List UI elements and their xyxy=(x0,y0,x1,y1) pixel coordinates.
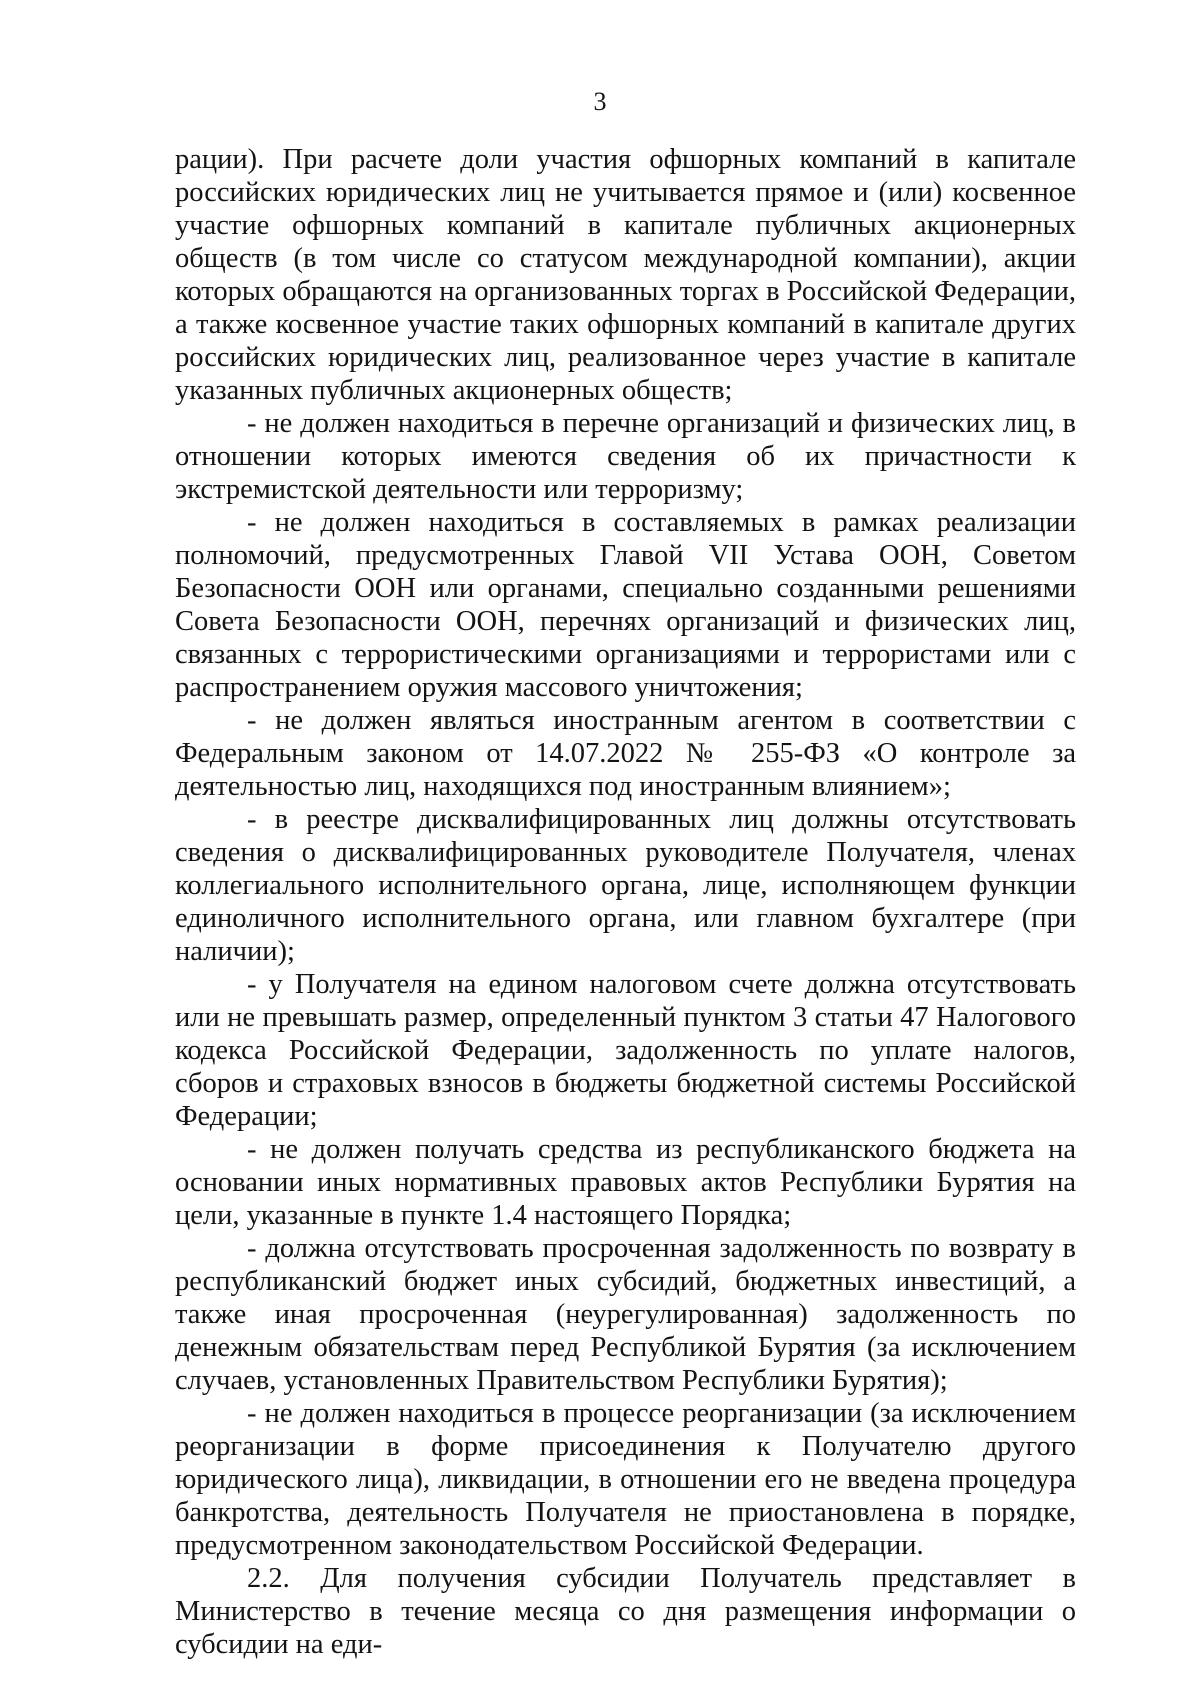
paragraph-foreign-agent: - не должен являться иностранным агентом в соответствии с Федеральным законом от 14.07.2022 № 255-ФЗ «О контроле за деятельностью лиц, находящихся под иностранным влиянием»; xyxy=(175,705,1076,802)
paragraph-reorganization-liquidation: - не должен находиться в процессе реорганизации (за исключением реорганизации в форме присоединения к Получателю другого юридического лица), ликвидации, в отношении его не введена процедура банкротства, деятельность Получателя не приостановлена в порядке, предусмотренном законодательством Российской Федерации. xyxy=(175,1398,1076,1561)
paragraph-extremism-list: - не должен находиться в перечне организаций и физических лиц, в отношении которых имеются сведения об их причастности к экстремистской деятельности или терроризму; xyxy=(175,408,1076,505)
document-body xyxy=(175,143,1076,1661)
paragraph-other-budget-funds: - не должен получать средства из республиканского бюджета на основании иных нормативных правовых актов Республики Бурятия на цели, указанные в пункте 1.4 настоящего Порядка; xyxy=(175,1134,1076,1231)
paragraph-tax-debt: - у Получателя на едином налоговом счете должна отсутствовать или не превышать размер, определенный пунктом 3 статьи 47 Налогового кодекса Российской Федерации, задолженность по уплате налогов, сборов и страховых взносов в бюджеты бюджетной системы Российской Федерации; xyxy=(175,969,1076,1132)
paragraph-section-2-2: 2.2. Для получения субсидии Получатель представляет в Министерство в течение месяца со дня размещения информации о субсидии на еди- xyxy=(175,1563,1076,1660)
paragraph-overdue-debt: - должна отсутствовать просроченная задолженность по возврату в республиканский бюджет иных субсидий, бюджетных инвестиций, а также иная просроченная (неурегулированная) задолженность по денежным обязательствам перед Республикой Бурятия (за исключением случаев, установленных Правительством Республики Бурятия); xyxy=(175,1233,1076,1396)
paragraph-offshore-participation: рации). При расчете доли участия офшорных компаний в капитале российских юридических лиц не учитывается прямое и (или) косвенное участие офшорных компаний в капитале публичных акционерных обществ (в том числе со статусом международной компании), акции которых обращаются на организованных торгах в Российской Федерации, а также косвенное участие таких офшорных компаний в капитале других российских юридических лиц, реализованное через участие в капитале указанных публичных акционерных обществ; xyxy=(175,144,1076,406)
page-number: 3 xyxy=(593,87,607,116)
paragraph-disqualified-persons: - в реестре дисквалифицированных лиц должны отсутствовать сведения о дисквалифицированных руководителе Получателя, членах коллегиального исполнительного органа, лице, исполняющем функции единоличного исполнительного органа, или главном бухгалтере (при наличии); xyxy=(175,804,1076,967)
paragraph-un-security-council-lists: - не должен находиться в составляемых в рамках реализации полномочий, предусмотренных Главой VII Устава ООН, Советом Безопасности ООН или органами, специально созданными решениями Совета Безопасности ООН, перечнях организаций и физических лиц, связанных с террористическими организациями и террористами или с распространением оружия массового уничтожения; xyxy=(175,507,1076,703)
